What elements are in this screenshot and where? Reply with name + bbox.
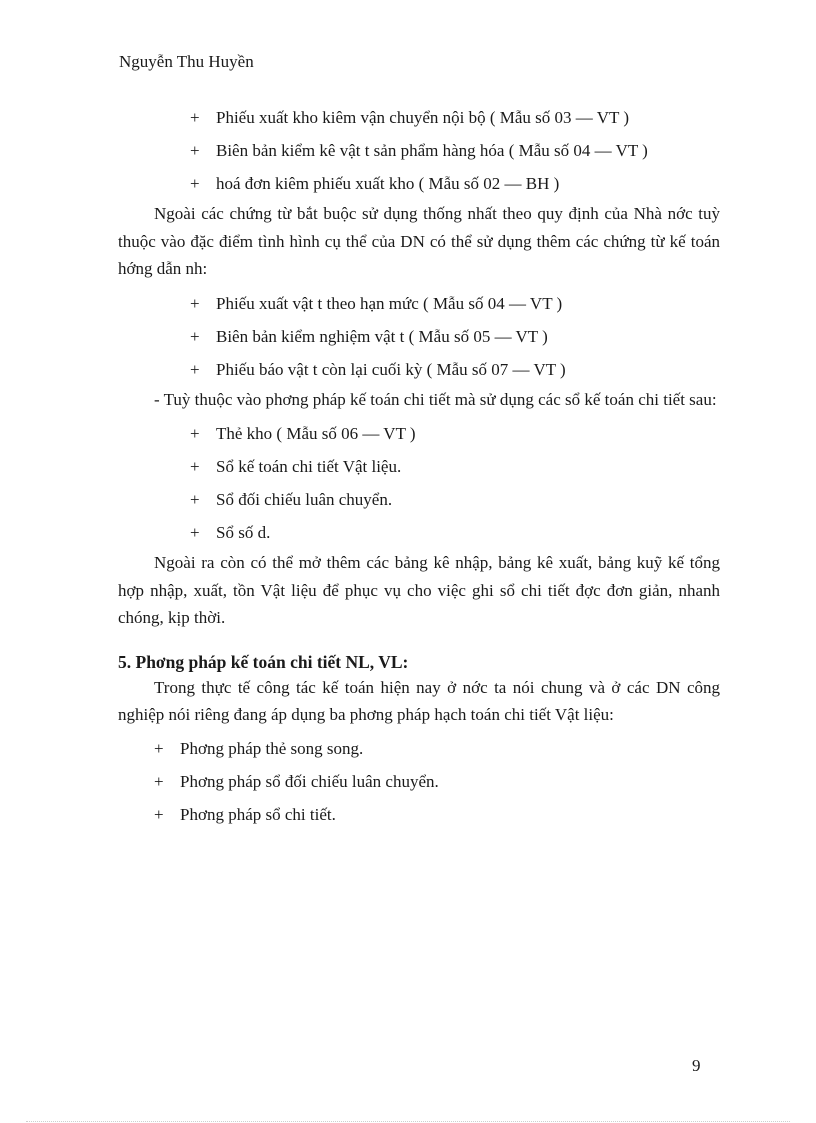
list-item-text: Sổ đối chiếu luân chuyển. [216,490,393,509]
paragraph: - Tuỳ thuộc vào phơng pháp kế toán chi tiết mà sử dụng các sổ kế toán chi tiết sau: [154,389,717,409]
page-body [118,108,720,838]
plus-bullet-icon: + [190,457,200,476]
plus-bullet-icon: + [190,108,200,127]
plus-bullet-icon: + [190,326,200,346]
list-item [118,739,720,759]
list-item [118,457,720,477]
plus-bullet-icon: + [190,174,200,193]
list-item [118,490,720,510]
section-heading: 5. Phơng pháp kế toán chi tiết NL, VL: [118,651,409,672]
paragraph: Trong thực tế công tác kế toán hiện nay ở nớc ta nói chung và ở các DN công nghiệp nói riêng đang áp dụng ba phơng pháp hạch toán chi tiết Vật liệu: [118,677,720,724]
list-item-text: Biên bản kiểm nghiệm vật t ( Mẫu số 05 — VT ) [216,326,548,346]
list-item-text: Phiếu xuất kho kiêm vận chuyển nội bộ ( Mẫu số 03 — VT ) [216,108,629,127]
plus-bullet-icon: + [190,141,200,160]
plus-bullet-icon: + [190,359,200,379]
plus-bullet-icon: + [154,738,164,758]
list-item-text: Biên bản kiểm kê vật t sản phẩm hàng hóa ( Mẫu số 04 — VT ) [216,141,648,160]
list-item [118,327,720,347]
list-item-text: Phiếu báo vật t còn lại cuối kỳ ( Mẫu số 07 — VT ) [216,359,566,379]
paragraph: Ngoài các chứng từ bắt buộc sử dụng thống nhất theo quy định của Nhà nớc tuỳ thuộc vào đặc điểm tình hình cụ thể của DN có thể sử dụng thêm các chứng từ kế toán hớng dẫn nh: [118,204,720,278]
plus-bullet-icon: + [154,771,164,791]
page-footer-divider [26,1121,790,1122]
list-item [118,805,720,825]
list-item [118,772,720,792]
list-item-text: Phơng pháp thẻ song song. [180,738,364,758]
running-header-author: Nguyễn Thu Huyền [119,52,254,71]
list-item-text: Sổ kế toán chi tiết Vật liệu. [216,457,402,476]
plus-bullet-icon: + [190,490,200,509]
plus-bullet-icon: + [154,804,164,824]
list-item-text: Phơng pháp sổ chi tiết. [180,804,336,824]
list-item [118,174,720,194]
plus-bullet-icon: + [190,523,200,542]
list-item-text: Sổ số d. [216,523,271,542]
list-item-text: hoá đơn kiêm phiếu xuất kho ( Mẫu số 02 — BH ) [216,174,560,193]
paragraph: Ngoài ra còn có thể mở thêm các bảng kê nhập, bảng kê xuất, bảng kuỹ kế tổng hợp nhập, xuất, tồn Vật liệu để phục vụ cho việc ghi sổ chi tiết đợc đơn giản, nhanh chóng, kịp thời. [118,553,720,627]
list-item-text: Thẻ kho ( Mẫu số 06 — VT ) [216,424,416,443]
list-item [118,108,720,128]
plus-bullet-icon: + [190,293,200,313]
list-item [118,424,720,444]
list-item [118,360,720,380]
plus-bullet-icon: + [190,424,200,443]
list-item [118,523,720,543]
list-item-text: Phiếu xuất vật t theo hạn mức ( Mẫu số 04 — VT ) [216,293,563,313]
page-number: 9 [692,1056,701,1075]
list-item [118,294,720,314]
list-item [118,141,720,161]
list-item-text: Phơng pháp sổ đối chiếu luân chuyển. [180,771,439,791]
